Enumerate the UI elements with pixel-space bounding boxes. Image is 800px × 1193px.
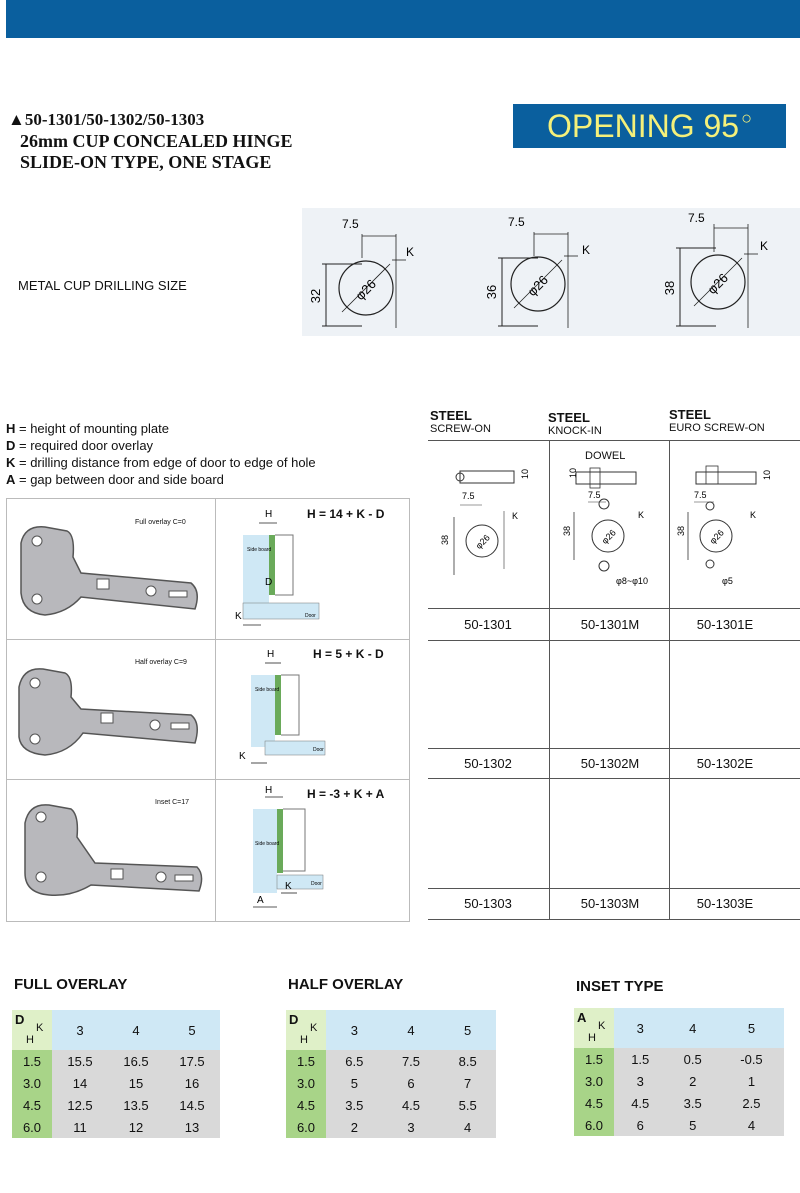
drill-diameter-2: φ26	[524, 272, 552, 300]
overlay-caption-full: Full overlay C=0	[135, 519, 186, 526]
svg-text:7.5: 7.5	[694, 490, 707, 500]
drill-height-2: 36	[484, 284, 499, 300]
product-title: 26mm CUP CONCEALED HINGE	[20, 131, 293, 151]
svg-text:A: A	[257, 895, 264, 906]
full-overlay-table: D K H 3 4 5 1.5 15.5 16.5 17.5 3.0 14 15 16 4.5 12.5 13.5 14.5 6.0 11 12 13	[12, 1010, 220, 1138]
hinge-photo-full-overlay	[11, 513, 211, 633]
svg-text:Door: Door	[311, 881, 322, 887]
svg-text:7.5: 7.5	[588, 490, 601, 500]
half-overlay-table: D K H 3 4 5 1.5 6.5 7.5 8.5 3.0 5 6 7 4.5 3.5 4.5 5.5 6.0 2 3 4	[286, 1010, 496, 1138]
drill-offset-2: 7.5	[508, 215, 525, 229]
hinge-photo-inset	[11, 793, 211, 913]
table-title-inset: INSET TYPE	[576, 978, 664, 995]
opening-angle-badge	[513, 104, 786, 148]
dowel-label: DOWEL	[585, 450, 626, 462]
legend-k: K = drilling distance from edge of door to edge of hole	[6, 455, 316, 470]
legend-d: D = required door overlay	[6, 438, 154, 453]
drilling-diagrams	[302, 208, 800, 336]
code-50-1301e: 50-1301E	[696, 617, 754, 632]
drill-height-1: 32	[308, 288, 323, 304]
svg-text:D: D	[265, 577, 273, 588]
svg-text:Door: Door	[313, 747, 324, 753]
legend-h: H = height of mounting plate	[6, 421, 169, 436]
svg-text:φ5: φ5	[722, 576, 733, 586]
degree-symbol: ○	[741, 107, 752, 128]
svg-text:10: 10	[762, 469, 772, 480]
svg-text:H: H	[265, 785, 273, 796]
svg-text:H: H	[265, 509, 273, 520]
svg-text:38: 38	[440, 534, 450, 545]
svg-text:Side board: Side board	[255, 687, 280, 693]
drill-k-2: K	[582, 243, 591, 257]
drill-k-3: K	[760, 239, 769, 253]
svg-text:10: 10	[568, 467, 578, 478]
col-header-knock-in: STEEL KNOCK-IN	[548, 410, 602, 437]
svg-text:K: K	[239, 751, 246, 762]
table-corner: D K H	[286, 1010, 326, 1050]
product-codes: ▲50-1301/50-1302/50-1303	[8, 110, 205, 129]
code-50-1302e: 50-1302E	[696, 756, 754, 771]
inset-table: A K H 3 4 5 1.5 1.5 0.5 -0.5 3.0 3 2 1 4.5 4.5 3.5 2.5 6.0 6 5 4	[574, 1008, 784, 1136]
drill-height-3: 38	[662, 280, 677, 296]
svg-text:φ26: φ26	[599, 527, 618, 546]
svg-text:H: H	[267, 649, 275, 660]
drill-k-1: K	[406, 245, 415, 259]
drilling-size-label: METAL CUP DRILLING SIZE	[18, 278, 187, 293]
install-diagram-half-overlay	[221, 645, 401, 777]
code-50-1303: 50-1303	[464, 896, 512, 911]
svg-text:Side board: Side board	[255, 841, 280, 847]
svg-text:7.5: 7.5	[462, 491, 475, 501]
svg-text:38: 38	[562, 525, 572, 536]
table-corner: A K H	[574, 1008, 614, 1048]
variable-legend	[6, 420, 426, 488]
svg-text:φ8~φ10: φ8~φ10	[616, 576, 648, 586]
formula-full-overlay: H = 14 + K - D	[307, 507, 385, 521]
drill-diameter-1: φ26	[352, 276, 380, 304]
svg-text:φ26: φ26	[707, 527, 726, 546]
overlay-type-panel	[6, 498, 410, 922]
code-50-1302: 50-1302	[464, 756, 512, 771]
drawing-knock-in	[550, 460, 668, 605]
table-title-half-overlay: HALF OVERLAY	[288, 976, 404, 993]
drill-diameter-3: φ26	[704, 270, 732, 298]
code-50-1302m: 50-1302M	[580, 756, 640, 771]
product-subtitle: SLIDE-ON TYPE, ONE STAGE	[20, 152, 272, 172]
drilling-diagram-38	[662, 211, 768, 328]
code-50-1303e: 50-1303E	[696, 896, 754, 911]
opening-angle-label: OPENING 95	[547, 107, 740, 144]
install-diagram-inset	[221, 785, 401, 917]
overlay-caption-half: Half overlay C=9	[135, 659, 187, 666]
drill-offset-3: 7.5	[688, 211, 705, 225]
svg-text:K: K	[235, 611, 242, 622]
svg-text:Door: Door	[305, 613, 316, 619]
svg-text:K: K	[638, 510, 645, 520]
svg-text:Side board: Side board	[247, 547, 272, 553]
formula-half-overlay: H = 5 + K - D	[313, 647, 384, 661]
svg-text:K: K	[285, 881, 292, 892]
top-banner	[6, 0, 800, 38]
table-title-full-overlay: FULL OVERLAY	[14, 976, 128, 993]
drilling-diagram-36	[484, 215, 590, 328]
table-corner: D K H	[12, 1010, 52, 1050]
drawing-euro-screw-on	[670, 460, 796, 605]
svg-text:38: 38	[676, 525, 686, 536]
hinge-photo-half-overlay	[11, 653, 211, 773]
code-50-1303m: 50-1303M	[580, 896, 640, 911]
svg-text:10: 10	[520, 468, 530, 479]
svg-text:K: K	[750, 510, 757, 520]
svg-text:φ26: φ26	[473, 532, 492, 551]
formula-inset: H = -3 + K + A	[307, 787, 385, 801]
drawing-screw-on	[430, 445, 548, 605]
col-header-euro-screw-on: STEEL EURO SCREW-ON	[669, 407, 765, 434]
code-50-1301: 50-1301	[464, 617, 512, 632]
svg-text:K: K	[512, 511, 519, 521]
col-header-screw-on: STEEL SCREW-ON	[430, 408, 491, 435]
code-50-1301m: 50-1301M	[580, 617, 640, 632]
drill-offset-1: 7.5	[342, 217, 359, 231]
install-diagram-full-overlay	[221, 505, 401, 637]
legend-a: A = gap between door and side board	[6, 472, 224, 487]
overlay-caption-inset: Inset C=17	[155, 799, 190, 806]
drilling-diagram-32	[308, 217, 414, 328]
